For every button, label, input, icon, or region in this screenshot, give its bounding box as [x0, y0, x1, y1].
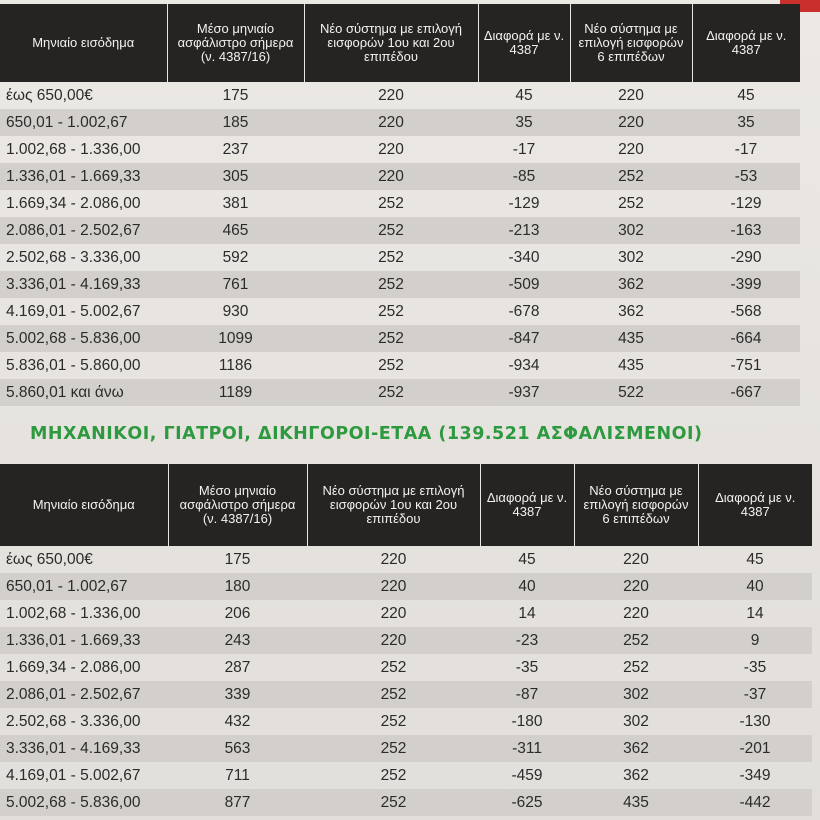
value-cell: 252: [378, 248, 404, 266]
value-cell: 1186: [218, 356, 253, 374]
value-cell: 45: [515, 86, 533, 104]
value-cell: 362: [618, 302, 644, 320]
value-cell: 1099: [167, 325, 304, 352]
value-cell: 302: [623, 712, 649, 730]
value-cell: 220: [378, 140, 404, 158]
value-cell: -340: [508, 248, 540, 266]
value-cell: 180: [168, 573, 307, 600]
income-range-cell: 4.169,01 - 5.002,67: [6, 766, 141, 784]
value-cell: 711: [225, 766, 250, 784]
income-range-cell: 650,01 - 1.002,67: [0, 109, 167, 136]
value-cell: 45: [737, 86, 755, 104]
income-range-cell: 5.860,01 και άνω: [0, 379, 167, 406]
column-header: Διαφορά με ν. 4387: [478, 4, 570, 82]
income-range-cell: 4.169,01 - 5.002,67: [6, 302, 141, 320]
table-row: [0, 136, 800, 163]
value-cell: 252: [378, 356, 404, 374]
value-cell: 252: [304, 271, 478, 298]
table-row: [0, 163, 800, 190]
value-cell: 220: [618, 140, 644, 158]
income-range-cell: 1.669,34 - 2.086,00: [6, 194, 141, 212]
table-row: [0, 681, 812, 708]
value-cell: 220: [380, 604, 407, 622]
value-cell: 435: [570, 325, 692, 352]
value-cell: 237: [222, 140, 249, 158]
value-cell: 45: [518, 550, 536, 568]
value-cell: 252: [574, 627, 698, 654]
value-cell: 252: [570, 163, 692, 190]
value-cell: -129: [508, 194, 540, 212]
value-cell: 362: [570, 271, 692, 298]
value-cell: 252: [304, 379, 478, 406]
value-cell: 252: [623, 658, 649, 676]
value-cell: -667: [692, 379, 800, 406]
value-cell: 252: [618, 194, 644, 212]
value-cell: -934: [508, 356, 540, 374]
income-range-cell: 2.502,68 - 3.336,00: [6, 248, 141, 266]
value-cell: 761: [167, 271, 304, 298]
value-cell: 302: [574, 681, 698, 708]
value-cell: -442: [698, 789, 812, 816]
income-range-cell: 3.336,01 - 4.169,33: [0, 735, 168, 762]
value-cell: 252: [378, 194, 404, 212]
value-cell: 522: [570, 379, 692, 406]
table-header-row: [0, 464, 812, 546]
value-cell: -509: [478, 271, 570, 298]
column-header: Μέσο μηνιαίο ασφάλιστρο σήμερα (ν. 4387/16): [167, 4, 304, 82]
value-cell: 1189: [167, 379, 304, 406]
value-cell: -459: [511, 766, 543, 784]
column-header: Μηνιαίο εισόδημα: [0, 4, 167, 82]
table-row: [0, 627, 812, 654]
value-cell: 563: [168, 735, 307, 762]
table-body: [0, 82, 800, 406]
table-row: [0, 109, 800, 136]
value-cell: -349: [739, 766, 771, 784]
value-cell: 252: [307, 681, 480, 708]
income-range-cell: 1.002,68 - 1.336,00: [6, 140, 141, 158]
table-row: [0, 190, 800, 217]
value-cell: 362: [574, 735, 698, 762]
value-cell: 252: [380, 658, 407, 676]
value-cell: 930: [222, 302, 249, 320]
value-cell: -37: [698, 681, 812, 708]
value-cell: 339: [168, 681, 307, 708]
income-range-cell: 1.002,68 - 1.336,00: [6, 604, 141, 622]
column-header: Μέσο μηνιαίο ασφάλιστρο σήμερα (ν. 4387/16): [168, 464, 307, 546]
table-row: [0, 546, 812, 573]
table-header-row: [0, 4, 800, 82]
table-row: [0, 600, 812, 627]
value-cell: -399: [692, 271, 800, 298]
value-cell: 220: [307, 627, 480, 654]
value-cell: 252: [307, 789, 480, 816]
value-cell: 435: [574, 789, 698, 816]
value-cell: 252: [380, 766, 407, 784]
value-cell: -664: [692, 325, 800, 352]
table-row: [0, 298, 800, 325]
value-cell: -85: [478, 163, 570, 190]
value-cell: 305: [167, 163, 304, 190]
value-cell: 206: [224, 604, 251, 622]
value-cell: 432: [224, 712, 251, 730]
value-cell: 220: [380, 550, 407, 568]
income-range-cell: έως 650,00€: [6, 86, 93, 104]
value-cell: 302: [570, 217, 692, 244]
value-cell: 302: [618, 248, 644, 266]
table-row: [0, 217, 800, 244]
value-cell: 252: [380, 712, 407, 730]
section-title: ΜΗΧΑΝΙΚΟΙ, ΓΙΑΤΡΟΙ, ΔΙΚΗΓΟΡΟΙ-ΕΤΑΑ (139.521 ΑΣΦΑΛΙΣΜΕΝΟΙ): [30, 424, 703, 444]
value-cell: 252: [304, 217, 478, 244]
table-row: [0, 271, 800, 298]
value-cell: 14: [746, 604, 764, 622]
value-cell: 252: [304, 325, 478, 352]
value-cell: 220: [304, 109, 478, 136]
table-row: [0, 352, 800, 379]
income-range-cell: 650,01 - 1.002,67: [0, 573, 168, 600]
value-cell: -163: [692, 217, 800, 244]
contributions-table-general: [0, 4, 800, 406]
value-cell: -130: [739, 712, 771, 730]
value-cell: 220: [307, 573, 480, 600]
value-cell: 185: [167, 109, 304, 136]
value-cell: 175: [224, 550, 251, 568]
value-cell: -17: [734, 140, 758, 158]
column-header: Μηνιαίο εισόδημα: [0, 464, 168, 546]
table-row: [0, 762, 812, 789]
value-cell: 592: [222, 248, 249, 266]
value-cell: 252: [307, 735, 480, 762]
value-cell: -625: [480, 789, 574, 816]
value-cell: 362: [623, 766, 649, 784]
value-cell: 220: [623, 604, 649, 622]
value-cell: -53: [692, 163, 800, 190]
table-row: [0, 708, 812, 735]
income-range-cell: 1.669,34 - 2.086,00: [6, 658, 141, 676]
income-range-cell: 5.836,01 - 5.860,00: [6, 356, 141, 374]
value-cell: 381: [222, 194, 249, 212]
value-cell: -23: [480, 627, 574, 654]
table-row: [0, 82, 800, 109]
value-cell: 220: [570, 109, 692, 136]
income-range-cell: έως 650,00€: [6, 550, 93, 568]
column-header: Νέο σύστημα με επιλογή εισφορών 6 επιπέδων: [570, 4, 692, 82]
value-cell: 220: [574, 573, 698, 600]
column-header: Διαφορά με ν. 4387: [480, 464, 574, 546]
value-cell: -937: [478, 379, 570, 406]
income-range-cell: 2.086,01 - 2.502,67: [0, 681, 168, 708]
column-header: Νέο σύστημα με επιλογή εισφορών 1ου και 2ου επιπέδου: [304, 4, 478, 82]
table-row: [0, 573, 812, 600]
table-row: [0, 735, 812, 762]
value-cell: 40: [480, 573, 574, 600]
value-cell: -87: [480, 681, 574, 708]
value-cell: 220: [378, 86, 404, 104]
value-cell: 45: [746, 550, 764, 568]
value-cell: -17: [512, 140, 536, 158]
value-cell: 35: [692, 109, 800, 136]
income-range-cell: 2.502,68 - 3.336,00: [6, 712, 141, 730]
value-cell: 175: [222, 86, 249, 104]
value-cell: 14: [518, 604, 536, 622]
value-cell: -568: [730, 302, 762, 320]
value-cell: 220: [618, 86, 644, 104]
column-header: Διαφορά με ν. 4387: [692, 4, 800, 82]
value-cell: 435: [618, 356, 644, 374]
income-range-cell: 5.002,68 - 5.836,00: [0, 789, 168, 816]
table-row: [0, 244, 800, 271]
income-range-cell: 5.002,68 - 5.836,00: [0, 325, 167, 352]
value-cell: -290: [730, 248, 762, 266]
value-cell: 40: [698, 573, 812, 600]
value-cell: 35: [478, 109, 570, 136]
value-cell: -180: [511, 712, 543, 730]
income-range-cell: 1.336,01 - 1.669,33: [0, 163, 167, 190]
value-cell: 220: [304, 163, 478, 190]
value-cell: -129: [730, 194, 762, 212]
value-cell: -311: [480, 735, 574, 762]
column-header: Νέο σύστημα με επιλογή εισφορών 6 επιπέδων: [574, 464, 698, 546]
value-cell: -847: [478, 325, 570, 352]
table-row: [0, 325, 800, 352]
table-row: [0, 654, 812, 681]
value-cell: 287: [224, 658, 251, 676]
value-cell: 252: [378, 302, 404, 320]
income-range-cell: 3.336,01 - 4.169,33: [0, 271, 167, 298]
value-cell: -751: [730, 356, 762, 374]
value-cell: 9: [698, 627, 812, 654]
income-range-cell: 1.336,01 - 1.669,33: [0, 627, 168, 654]
value-cell: -201: [698, 735, 812, 762]
table-body: [0, 546, 812, 816]
value-cell: -35: [743, 658, 767, 676]
value-cell: 877: [168, 789, 307, 816]
value-cell: 465: [167, 217, 304, 244]
column-header: Διαφορά με ν. 4387: [698, 464, 812, 546]
contributions-table-etaa: [0, 464, 812, 816]
value-cell: 220: [623, 550, 649, 568]
income-range-cell: 2.086,01 - 2.502,67: [0, 217, 167, 244]
value-cell: -678: [508, 302, 540, 320]
column-header: Νέο σύστημα με επιλογή εισφορών 1ου και 2ου επιπέδου: [307, 464, 480, 546]
table-row: [0, 379, 800, 406]
value-cell: -35: [515, 658, 539, 676]
table-row: [0, 789, 812, 816]
value-cell: -213: [478, 217, 570, 244]
value-cell: 243: [168, 627, 307, 654]
